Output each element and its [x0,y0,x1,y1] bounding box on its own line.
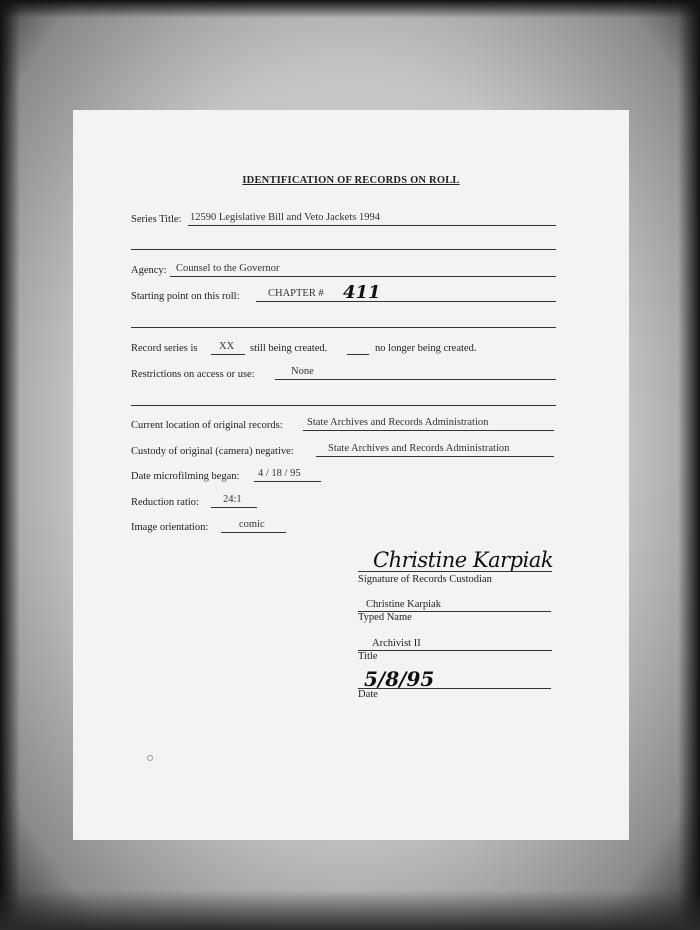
blank-line-1 [131,249,556,250]
series-title-value: 12590 Legislative Bill and Veto Jackets 1994 [188,212,556,226]
signature-line [358,571,552,572]
date-microfilming-began-label: Date microfilming began: [131,471,240,482]
title-label: Title [358,651,378,662]
restrictions-label: Restrictions on access or use: [131,369,255,380]
restrictions-value: None [275,366,556,380]
current-location-value: State Archives and Records Administration [303,417,554,431]
hole-punch-mark [147,755,153,761]
blank-line-3 [131,405,556,406]
handwritten-date: 5/8/95 [364,667,435,691]
still-being-created-label: still being created. [250,343,328,354]
records-form-sheet [73,110,629,840]
reduction-ratio-label: Reduction ratio: [131,497,199,508]
custody-value: State Archives and Records Administration [316,443,554,457]
form-title: IDENTIFICATION OF RECORDS ON ROLL [242,175,460,186]
film-edge-right [678,0,700,930]
custodian-signature: Christine Karpiak [373,548,554,572]
record-series-still-mark: XX [211,341,245,355]
custody-label: Custody of original (camera) negative: [131,446,294,457]
date-microfilming-began-value: 4 / 18 / 95 [254,468,321,482]
blank-line-2 [131,327,556,328]
film-edge-top [0,0,700,18]
film-edge-left [0,0,20,930]
date-line [358,688,551,689]
title-value: Archivist II [372,638,421,649]
series-title-label: Series Title: [131,214,182,225]
image-orientation-label: Image orientation: [131,522,209,533]
handwritten-chapter-number: 411 [343,282,381,303]
image-orientation-value: comic [221,519,286,533]
no-longer-blank [347,341,369,355]
date-label: Date [358,689,378,700]
film-edge-bottom [0,890,700,930]
starting-point-value: CHAPTER # [256,288,556,302]
no-longer-being-created-label: no longer being created. [375,343,477,354]
reduction-ratio-value: 24:1 [211,494,257,508]
typed-name-label: Typed Name [358,612,412,623]
title-line [358,650,552,651]
record-series-label: Record series is [131,343,198,354]
agency-label: Agency: [131,265,167,276]
agency-value: Counsel to the Governor [170,263,556,277]
typed-name-value: Christine Karpiak [366,599,441,610]
starting-point-label: Starting point on this roll: [131,291,240,302]
current-location-label: Current location of original records: [131,420,283,431]
signature-label: Signature of Records Custodian [358,574,492,585]
